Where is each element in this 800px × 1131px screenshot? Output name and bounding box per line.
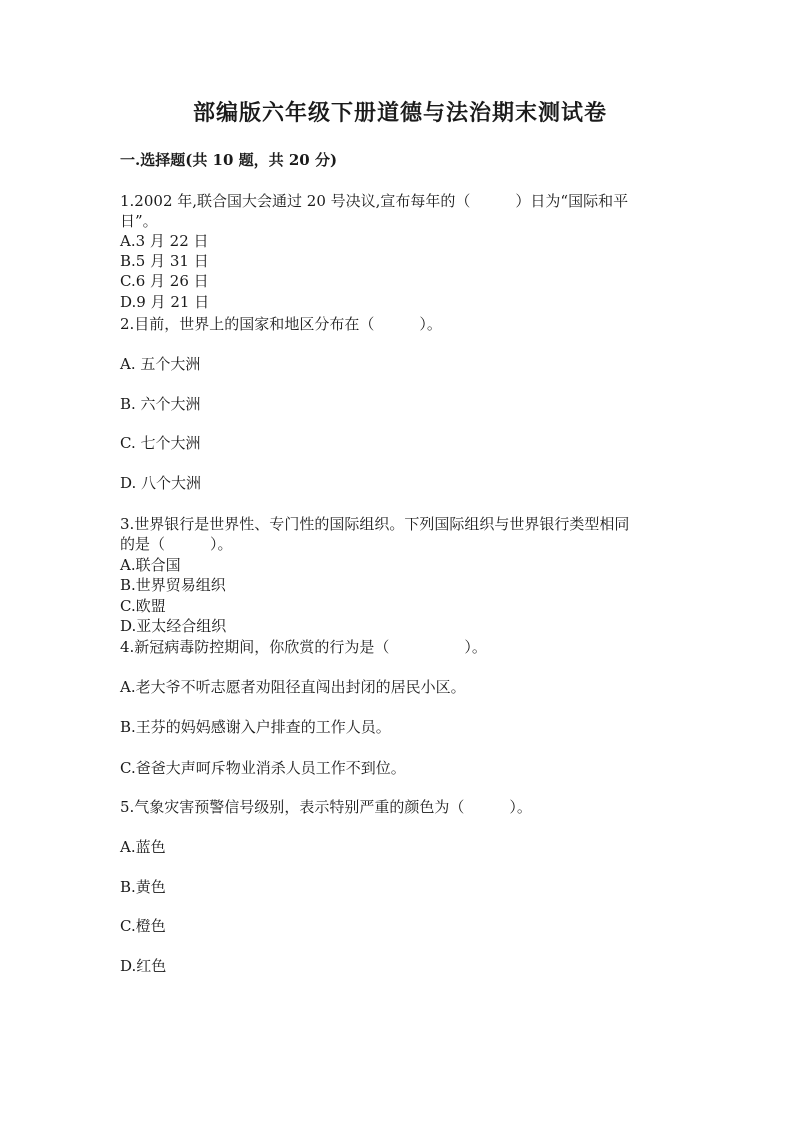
question-2-option-a: A. 五个大洲: [120, 355, 201, 373]
section-header: 一.选择题(共 10 题，共 20 分): [120, 151, 338, 169]
question-2-option-d: D. 八个大洲: [120, 474, 202, 492]
question-2-option-b: B. 六个大洲: [120, 395, 201, 413]
question-4-option-a: A.老大爷不听志愿者劝阻径直闯出封闭的居民小区。: [120, 678, 466, 696]
question-1-stem-line-1: 1.2002 年,联合国大会通过 20 号决议,宣布每年的（ ）日为“国际和平: [120, 192, 629, 210]
page-title: 部编版六年级下册道德与法治期末测试卷: [192, 100, 607, 126]
question-5-option-c: C.橙色: [120, 917, 166, 935]
question-4-stem-line-1: 4.新冠病毒防控期间，你欣赏的行为是（ ）。: [120, 638, 487, 656]
question-5-stem-line-1: 5.气象灾害预警信号级别，表示特别严重的颜色为（ ）。: [120, 798, 532, 816]
question-3-option-d: D.亚太经合组织: [120, 617, 227, 635]
question-1-option-b: B.5 月 31 日: [120, 252, 209, 270]
question-5-option-b: B.黄色: [120, 878, 166, 896]
question-4-option-b: B.王芬的妈妈感谢入户排查的工作人员。: [120, 718, 391, 736]
question-2-option-c: C. 七个大洲: [120, 434, 201, 452]
question-3-option-b: B.世界贸易组织: [120, 576, 226, 594]
question-1-stem-line-2: 日”。: [120, 212, 158, 230]
question-5-option-a: A.蓝色: [120, 838, 166, 856]
question-2-stem-line-1: 2.目前，世界上的国家和地区分布在（ ）。: [120, 315, 442, 333]
question-5-option-d: D.红色: [120, 957, 167, 975]
question-3-option-c: C.欧盟: [120, 597, 166, 615]
question-3-stem-line-1: 3.世界银行是世界性、专门性的国际组织。下列国际组织与世界银行类型相同: [120, 515, 630, 533]
question-3-stem-line-2: 的是（ ）。: [120, 535, 233, 553]
question-1-option-a: A.3 月 22 日: [120, 232, 209, 250]
question-3-option-a: A.联合国: [120, 556, 181, 574]
question-1-option-d: D.9 月 21 日: [120, 293, 210, 311]
question-4-option-c: C.爸爸大声呵斥物业消杀人员工作不到位。: [120, 759, 406, 777]
question-1-option-c: C.6 月 26 日: [120, 272, 209, 290]
